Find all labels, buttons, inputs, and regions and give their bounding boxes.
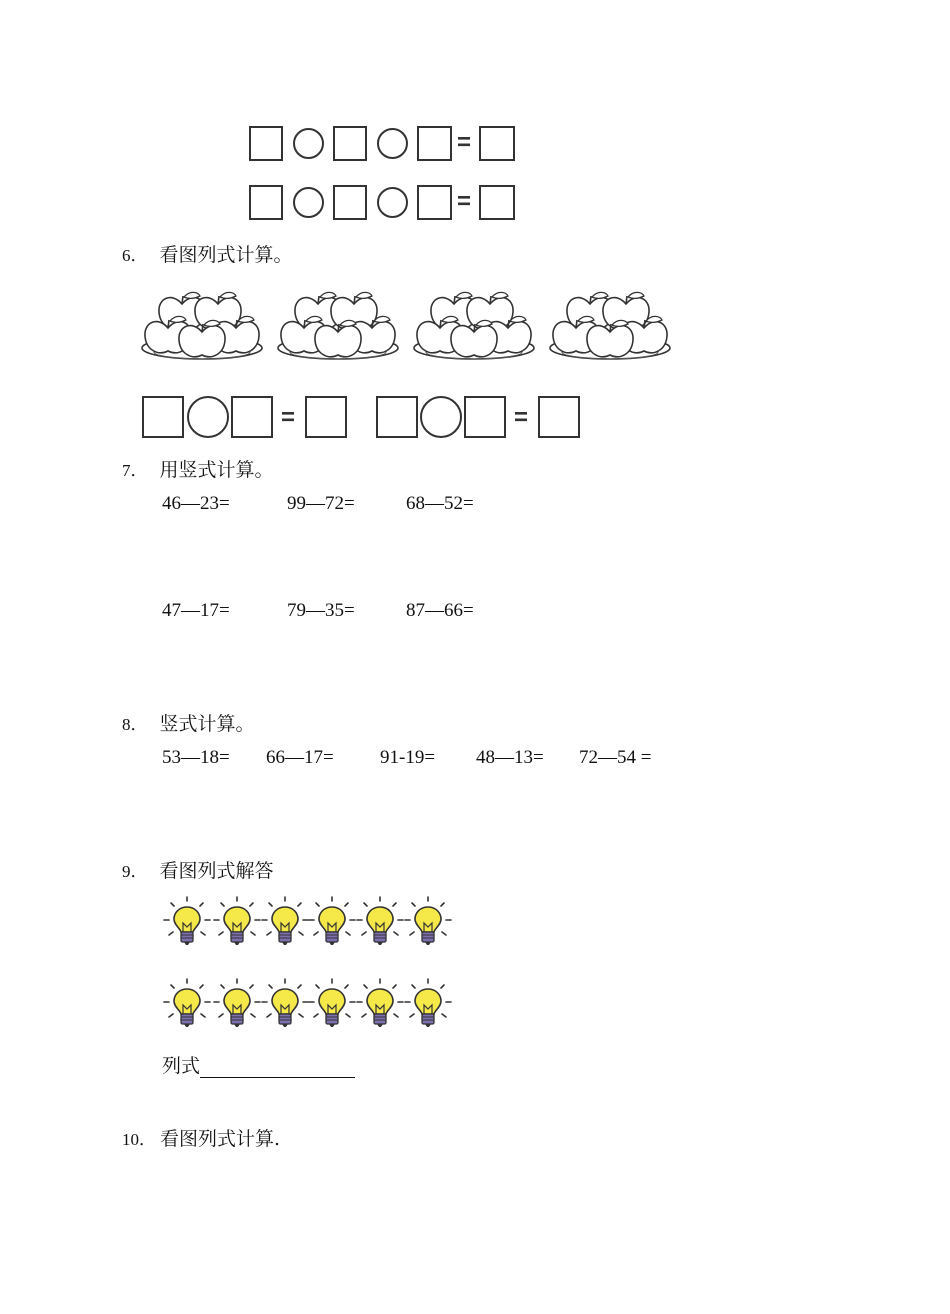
bulb-row bbox=[164, 979, 451, 1027]
answer-box[interactable] bbox=[376, 396, 418, 438]
light-bulb-icon bbox=[164, 979, 210, 1027]
equals-sign: = bbox=[514, 404, 529, 431]
answer-box[interactable] bbox=[417, 185, 452, 220]
operator-circle[interactable] bbox=[293, 128, 324, 159]
light-bulb-icon bbox=[357, 979, 403, 1027]
subtraction-problem: 66—17= bbox=[266, 747, 334, 768]
answer-box[interactable] bbox=[142, 396, 184, 438]
apple-plates-figure bbox=[138, 280, 678, 375]
light-bulb-icon bbox=[262, 979, 308, 1027]
operator-circle[interactable] bbox=[377, 128, 408, 159]
answer-box[interactable] bbox=[538, 396, 580, 438]
bulb-row bbox=[164, 897, 451, 945]
light-bulb-icon bbox=[309, 979, 355, 1027]
question-6-title bbox=[122, 240, 293, 267]
question-number: 9． bbox=[122, 862, 148, 881]
light-bulb-icon bbox=[405, 897, 451, 945]
question-text: 看图列式解答 bbox=[159, 860, 274, 882]
answer-label: 列式 bbox=[162, 1055, 201, 1077]
subtraction-problem: 48—13= bbox=[476, 747, 544, 768]
answer-box[interactable] bbox=[479, 126, 515, 161]
apple-plate bbox=[278, 292, 398, 359]
light-bulb-icon bbox=[164, 897, 210, 945]
question-text: 竖式计算。 bbox=[159, 713, 255, 735]
answer-box[interactable] bbox=[417, 126, 452, 161]
operator-circle[interactable] bbox=[293, 187, 324, 218]
answer-box[interactable] bbox=[333, 185, 367, 220]
answer-box[interactable] bbox=[249, 126, 283, 161]
subtraction-problem: 79—35= bbox=[287, 600, 355, 621]
operator-circle[interactable] bbox=[187, 396, 229, 438]
answer-box[interactable] bbox=[249, 185, 283, 220]
operator-circle[interactable] bbox=[377, 187, 408, 218]
light-bulbs-figure bbox=[160, 893, 460, 1043]
subtraction-problem: 99—72= bbox=[287, 493, 355, 514]
apple-plate bbox=[550, 292, 670, 359]
question-text: 用竖式计算。 bbox=[159, 459, 274, 481]
subtraction-problem: 72—54 = bbox=[579, 747, 652, 768]
apple-plate bbox=[142, 292, 262, 359]
subtraction-problem: 68—52= bbox=[406, 493, 474, 514]
question-number: 10． bbox=[122, 1130, 156, 1149]
question-number: 7． bbox=[122, 461, 148, 480]
light-bulb-icon bbox=[214, 979, 260, 1027]
question-10-title bbox=[122, 1124, 280, 1151]
apple-plate bbox=[414, 292, 534, 359]
equals-sign: = bbox=[457, 129, 472, 156]
equals-sign: = bbox=[281, 404, 296, 431]
answer-box[interactable] bbox=[231, 396, 273, 438]
answer-box[interactable] bbox=[479, 185, 515, 220]
light-bulb-icon bbox=[262, 897, 308, 945]
light-bulb-icon bbox=[309, 897, 355, 945]
subtraction-problem: 91-19= bbox=[380, 747, 436, 768]
light-bulb-icon bbox=[405, 979, 451, 1027]
question-7-title bbox=[122, 455, 274, 482]
operator-circle[interactable] bbox=[420, 396, 462, 438]
question-text: 看图列式计算. bbox=[160, 1128, 281, 1150]
answer-blank[interactable] bbox=[200, 1059, 355, 1078]
light-bulb-icon bbox=[214, 897, 260, 945]
question-text: 看图列式计算。 bbox=[159, 244, 293, 266]
answer-row bbox=[162, 1051, 355, 1078]
light-bulb-icon bbox=[357, 897, 403, 945]
question-8-title bbox=[122, 709, 255, 736]
subtraction-problem: 87—66= bbox=[406, 600, 474, 621]
question-9-title bbox=[122, 856, 274, 883]
question-number: 6． bbox=[122, 246, 148, 265]
answer-box[interactable] bbox=[464, 396, 506, 438]
question-number: 8． bbox=[122, 715, 148, 734]
equals-sign: = bbox=[457, 188, 472, 215]
answer-box[interactable] bbox=[305, 396, 347, 438]
subtraction-problem: 47—17= bbox=[162, 600, 230, 621]
subtraction-problem: 53—18= bbox=[162, 747, 230, 768]
answer-box[interactable] bbox=[333, 126, 367, 161]
subtraction-problem: 46—23= bbox=[162, 493, 230, 514]
